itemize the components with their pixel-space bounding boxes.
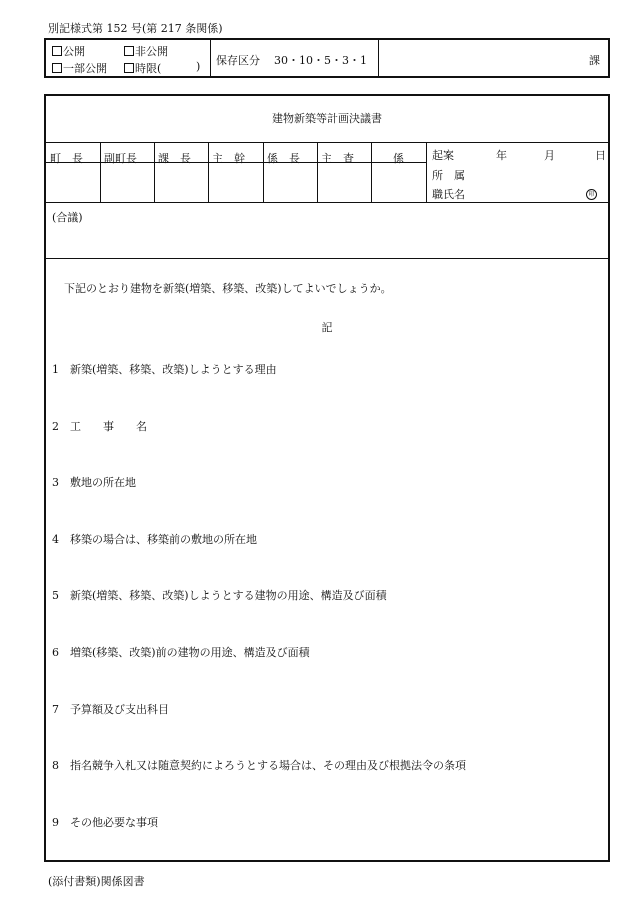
day-label: 日 — [595, 149, 606, 162]
ka-label: 課 — [589, 54, 600, 67]
month-label: 月 — [544, 149, 555, 162]
public-checkbox[interactable] — [52, 43, 85, 59]
partial-public-checkbox[interactable] — [52, 60, 107, 76]
checkbox-square-icon — [52, 63, 62, 73]
checkbox-square-icon — [52, 46, 62, 56]
form-number-caption: 別記様式第 152 号(第 217 条関係) — [48, 22, 223, 35]
list-item: 8 指名競争入札又は随意契約によろうとする場合は、その理由及び根拠法令の条項 — [52, 759, 466, 772]
timed-label: 時限( — [135, 62, 162, 75]
checkbox-square-icon — [124, 46, 134, 56]
public-label: 公開 — [63, 45, 85, 58]
list-item: 9 その他必要な事項 — [52, 816, 158, 829]
list-item: 3 敷地の所在地 — [52, 476, 136, 489]
nonpublic-checkbox[interactable] — [124, 43, 168, 59]
list-item: 7 予算額及び支出科目 — [52, 703, 169, 716]
consultation-label: (合議) — [52, 211, 83, 224]
list-item: 6 増築(移築、改築)前の建物の用途、構造及び面積 — [52, 646, 310, 659]
role-kakari: 係 — [393, 152, 404, 165]
request-statement: 下記のとおり建物を新築(増築、移築、改築)してよいでしょうか。 — [64, 282, 392, 295]
attachments-note: (添付書類)関係図書 — [48, 875, 145, 888]
role-kakaricho: 係 長 — [267, 152, 300, 165]
timed-close-paren: ) — [196, 60, 201, 73]
kian-label: 起案 — [432, 149, 454, 162]
list-item: 4 移築の場合は、移築前の敷地の所在地 — [52, 533, 257, 546]
form-title: 建物新築等計画決議書 — [272, 112, 382, 125]
partial-public-label: 一部公開 — [63, 62, 107, 75]
nonpublic-label: 非公開 — [135, 45, 168, 58]
role-kacho: 課 長 — [158, 152, 191, 165]
decision-form-box — [44, 94, 610, 862]
ki-label: 記 — [321, 321, 333, 334]
disclosure-header-box — [44, 38, 610, 78]
retention-label: 保存区分 — [216, 54, 260, 67]
list-item: 5 新築(増築、移築、改築)しようとする建物の用途、構造及び面積 — [52, 589, 387, 602]
checkbox-square-icon — [124, 63, 134, 73]
role-fukucho: 副町長 — [104, 152, 137, 165]
role-shukan: 主 幹 — [212, 152, 245, 165]
retention-values: 30・10・5・3・1 — [274, 54, 367, 67]
role-shusa: 主 査 — [321, 152, 354, 165]
affiliation-label: 所 属 — [432, 169, 465, 182]
role-cho: 町 長 — [50, 152, 83, 165]
name-title-label: 職氏名 — [432, 188, 465, 201]
list-item: 1 新築(増築、移築、改築)しようとする理由 — [52, 363, 277, 376]
year-label: 年 — [496, 149, 507, 162]
seal-mark-icon: 印 — [586, 186, 597, 200]
timed-checkbox[interactable] — [124, 60, 161, 76]
list-item: 2 工 事 名 — [52, 420, 147, 433]
